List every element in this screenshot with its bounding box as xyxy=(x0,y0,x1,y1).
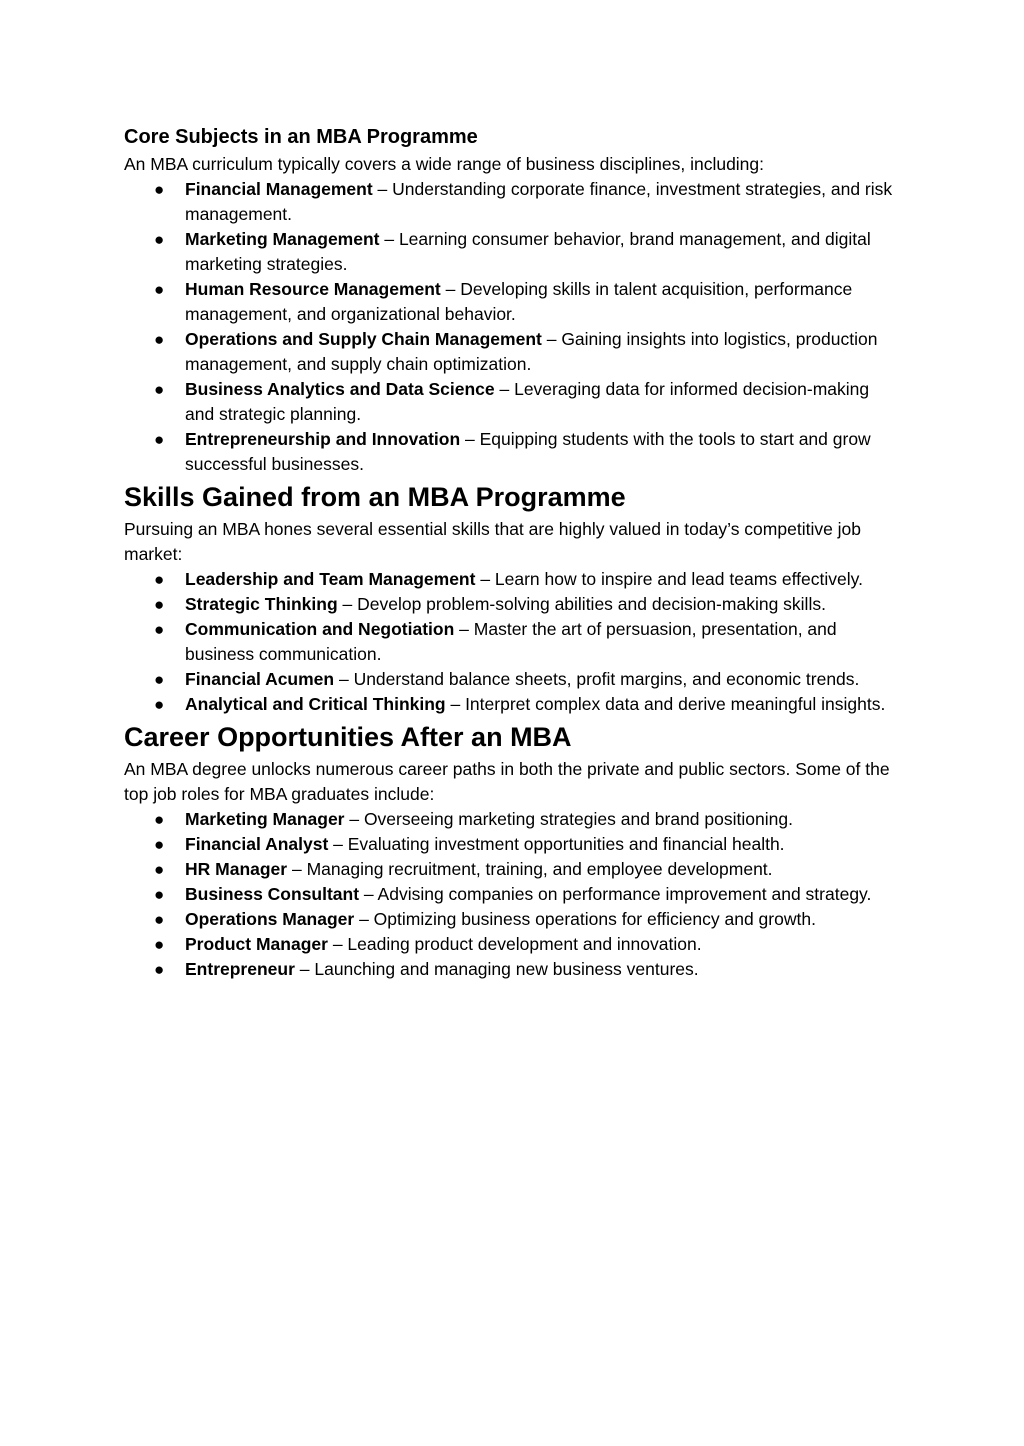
list-item-term: Financial Management xyxy=(185,179,373,199)
list-item xyxy=(124,667,900,692)
list-item-term: Analytical and Critical Thinking xyxy=(185,694,446,714)
list-item xyxy=(124,957,900,982)
list-item xyxy=(124,882,900,907)
bullet-icon: ● xyxy=(154,670,165,689)
skills-heading: Skills Gained from an MBA Programme xyxy=(124,482,626,512)
bullet-icon: ● xyxy=(154,430,165,449)
list-item-term: Financial Analyst xyxy=(185,834,329,854)
list-item-description: – Leading product development and innovation. xyxy=(327,934,702,954)
list-item xyxy=(124,327,900,377)
list-item-description: – Evaluating investment opportunities and financial health. xyxy=(328,834,785,854)
list-item-description: – Learning consumer behavior, brand management, and digital marketing strategies. xyxy=(185,229,871,274)
list-item xyxy=(124,592,900,617)
bullet-icon: ● xyxy=(154,810,165,829)
list-item xyxy=(124,907,900,932)
bullet-icon: ● xyxy=(154,620,165,639)
list-item xyxy=(124,932,900,957)
bullet-icon: ● xyxy=(154,180,165,199)
list-item xyxy=(124,377,900,427)
bullet-icon: ● xyxy=(154,860,165,879)
bullet-icon: ● xyxy=(154,570,165,589)
list-item-term: Marketing Manager xyxy=(185,809,345,829)
list-item-description: – Learn how to inspire and lead teams effectively. xyxy=(475,569,863,589)
bullet-icon: ● xyxy=(154,595,165,614)
list-item-term: Entrepreneur xyxy=(185,959,295,979)
list-item-term: Operations Manager xyxy=(185,909,355,929)
list-item-description: – Overseeing marketing strategies and brand positioning. xyxy=(344,809,793,829)
list-item-term: Operations and Supply Chain Management xyxy=(185,329,542,349)
list-item-description: – Gaining insights into logistics, production management, and supply chain optimization. xyxy=(185,329,878,374)
list-item-term: Business Consultant xyxy=(185,884,360,904)
list-item-term: HR Manager xyxy=(185,859,288,879)
list-item-term: Financial Acumen xyxy=(185,669,335,689)
list-item-description: – Advising companies on performance improvement and strategy. xyxy=(359,884,872,904)
list-item-description: – Interpret complex data and derive meaningful insights. xyxy=(445,694,886,714)
list-item-description: – Launching and managing new business ventures. xyxy=(294,959,699,979)
bullet-icon: ● xyxy=(154,885,165,904)
list-item-term: Strategic Thinking xyxy=(185,594,338,614)
list-item-description: – Understand balance sheets, profit margins, and economic trends. xyxy=(334,669,860,689)
bullet-icon: ● xyxy=(154,960,165,979)
list-item xyxy=(124,277,900,327)
list-item-description: – Managing recruitment, training, and employee development. xyxy=(287,859,773,879)
core-subjects-intro: An MBA curriculum typically covers a wide range of business disciplines, including: xyxy=(124,154,765,174)
list-item-term: Entrepreneurship and Innovation xyxy=(185,429,461,449)
list-item-term: Marketing Management xyxy=(185,229,380,249)
core-subjects-list xyxy=(124,177,900,477)
list-item-term: Business Analytics and Data Science xyxy=(185,379,495,399)
bullet-icon: ● xyxy=(154,280,165,299)
list-item-description: – Optimizing business operations for efficiency and growth. xyxy=(354,909,816,929)
bullet-icon: ● xyxy=(154,380,165,399)
list-item xyxy=(124,832,900,857)
list-item-description: – Developing skills in talent acquisition, performance management, and organizational behavior. xyxy=(185,279,853,324)
bullet-icon: ● xyxy=(154,230,165,249)
list-item xyxy=(124,807,900,832)
careers-heading: Career Opportunities After an MBA xyxy=(124,722,572,752)
skills-intro: Pursuing an MBA hones several essential skills that are highly valued in today’s competitive job market: xyxy=(124,519,862,564)
list-item xyxy=(124,617,900,667)
list-item-description: – Equipping students with the tools to start and grow successful businesses. xyxy=(185,429,871,474)
list-item xyxy=(124,177,900,227)
list-item-description: – Master the art of persuasion, presentation, and business communication. xyxy=(185,619,837,664)
list-item-description: – Understanding corporate finance, investment strategies, and risk management. xyxy=(185,179,893,224)
list-item xyxy=(124,427,900,477)
list-item-term: Product Manager xyxy=(185,934,328,954)
bullet-icon: ● xyxy=(154,835,165,854)
list-item-description: – Leveraging data for informed decision-making and strategic planning. xyxy=(185,379,870,424)
careers-list xyxy=(124,807,900,982)
list-item xyxy=(124,857,900,882)
bullet-icon: ● xyxy=(154,910,165,929)
list-item-description: – Develop problem-solving abilities and decision-making skills. xyxy=(337,594,826,614)
bullet-icon: ● xyxy=(154,935,165,954)
careers-intro: An MBA degree unlocks numerous career paths in both the private and public sectors. Some of the top job roles for MBA graduates include: xyxy=(124,759,890,804)
list-item-term: Human Resource Management xyxy=(185,279,441,299)
bullet-icon: ● xyxy=(154,330,165,349)
core-subjects-heading: Core Subjects in an MBA Programme xyxy=(124,126,478,148)
list-item xyxy=(124,227,900,277)
list-item-term: Leadership and Team Management xyxy=(185,569,476,589)
bullet-icon: ● xyxy=(154,695,165,714)
list-item xyxy=(124,567,900,592)
list-item xyxy=(124,692,900,717)
list-item-term: Communication and Negotiation xyxy=(185,619,455,639)
skills-list xyxy=(124,567,900,717)
